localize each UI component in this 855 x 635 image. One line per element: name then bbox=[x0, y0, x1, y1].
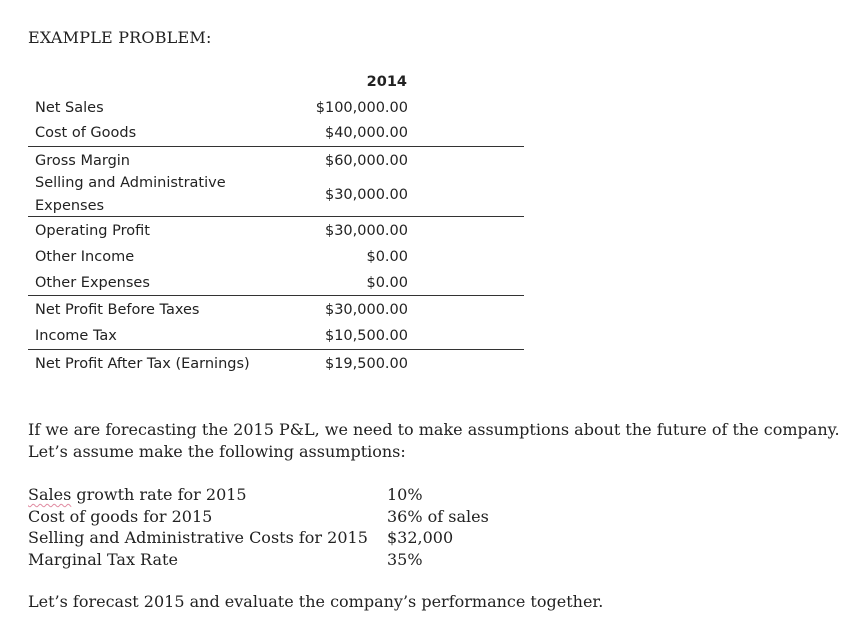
intro-line-1: If we are forecasting the 2015 P&L, we need to make assumptions about the future of the company. bbox=[28, 420, 840, 439]
table-row-net-profit-after-tax bbox=[28, 350, 524, 376]
row-label: Income Tax bbox=[35, 328, 117, 344]
row-label-line1: Selling and Administrative bbox=[35, 175, 226, 191]
table-row-gross-margin bbox=[28, 147, 524, 171]
row-label: Operating Profit bbox=[35, 223, 150, 239]
row-value: $100,000.00 bbox=[315, 100, 408, 116]
row-label: Net Sales bbox=[35, 100, 104, 116]
assumption-value: $32,000 bbox=[387, 528, 454, 547]
row-value: $30,000.00 bbox=[324, 187, 408, 203]
assumption-label: Cost of goods for 2015 bbox=[28, 506, 213, 526]
spellcheck-word[interactable]: Sales bbox=[28, 485, 72, 504]
intro-paragraph bbox=[28, 419, 840, 463]
row-label: Cost of Goods bbox=[35, 125, 137, 141]
assumption-label: Marginal Tax Rate bbox=[28, 549, 178, 569]
closing-paragraph: Let’s forecast 2015 and evaluate the company’s performance together. bbox=[28, 592, 604, 611]
table-row-income-tax bbox=[28, 322, 524, 350]
table-row-selling-admin bbox=[28, 171, 524, 217]
row-value: $19,500.00 bbox=[324, 356, 408, 372]
assumption-label-rest: growth rate for 2015 bbox=[71, 485, 247, 504]
row-value: $40,000.00 bbox=[324, 125, 408, 141]
year-header: 2014 bbox=[366, 74, 407, 90]
assumption-label bbox=[28, 484, 247, 506]
assumption-value: 35% bbox=[387, 549, 423, 569]
table-row-net-profit-before-taxes bbox=[28, 296, 524, 322]
table-row-other-income bbox=[28, 243, 524, 269]
row-label: Net Profit Before Taxes bbox=[35, 302, 200, 318]
row-value: $0.00 bbox=[366, 249, 408, 265]
row-value: $30,000.00 bbox=[324, 302, 408, 318]
assumption-value: 10% bbox=[387, 485, 423, 504]
row-value: $60,000.00 bbox=[324, 153, 408, 169]
row-value: $10,500.00 bbox=[324, 328, 408, 344]
row-value: $0.00 bbox=[366, 275, 408, 291]
table-row-other-expenses bbox=[28, 269, 524, 296]
row-value: $30,000.00 bbox=[324, 223, 408, 239]
table-row-operating-profit bbox=[28, 217, 524, 243]
row-label: Net Profit After Tax (Earnings) bbox=[35, 356, 250, 372]
table-row-net-sales bbox=[28, 96, 524, 120]
assumption-label: Selling and Administrative Costs for 2015 bbox=[28, 528, 368, 547]
intro-line-2: Let’s assume make the following assumptions: bbox=[28, 442, 406, 461]
row-label: Gross Margin bbox=[35, 153, 130, 169]
row-label-line2: Expenses bbox=[35, 198, 105, 214]
page-heading: EXAMPLE PROBLEM: bbox=[28, 28, 212, 47]
row-label: Other Expenses bbox=[35, 275, 150, 291]
table-row-cost-of-goods bbox=[28, 120, 524, 147]
assumption-value: 36% of sales bbox=[387, 506, 489, 526]
row-label: Other Income bbox=[35, 249, 135, 265]
